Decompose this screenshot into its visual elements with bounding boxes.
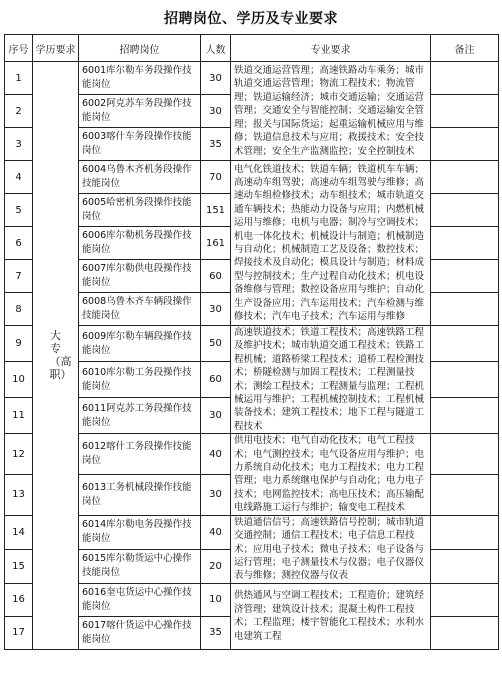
row-seq: 3 <box>5 128 33 161</box>
row-position: 6013工务机械段操作技能岗位 <box>79 474 201 515</box>
row-seq: 4 <box>5 161 33 194</box>
row-position: 6009库尔勒车辆段操作技能岗位 <box>79 326 201 362</box>
page-title: 招聘岗位、学历及专业要求 <box>164 11 338 27</box>
row-position: 6016奎屯货运中心操作技能岗位 <box>79 583 201 616</box>
education-cell <box>33 62 79 650</box>
row-count: 151 <box>201 194 231 227</box>
row-note <box>431 398 499 434</box>
row-position: 6012喀什工务段操作技能岗位 <box>79 434 201 475</box>
table-row <box>5 583 499 616</box>
table-row <box>5 326 499 362</box>
row-note <box>431 194 499 227</box>
row-count: 30 <box>201 398 231 434</box>
row-seq: 5 <box>5 194 33 227</box>
row-seq: 14 <box>5 515 33 549</box>
header-major: 专业要求 <box>231 35 431 62</box>
row-seq: 17 <box>5 616 33 649</box>
table-row <box>5 434 499 475</box>
row-note <box>431 260 499 293</box>
header-education: 学历要求 <box>33 35 79 62</box>
row-count: 60 <box>201 260 231 293</box>
row-count: 50 <box>201 326 231 362</box>
row-seq: 7 <box>5 260 33 293</box>
row-position: 6002阿克苏车务段操作技能岗位 <box>79 95 201 128</box>
row-seq: 16 <box>5 583 33 616</box>
header-note: 备注 <box>431 35 499 62</box>
row-note <box>431 293 499 326</box>
row-note <box>431 227 499 260</box>
row-count: 35 <box>201 128 231 161</box>
row-note <box>431 616 499 649</box>
row-position: 6001库尔勒车务段操作技能岗位 <box>79 62 201 95</box>
row-position: 6015库尔勒货运中心操作技能岗位 <box>79 549 201 583</box>
major-requirement: 供用电技术；电气自动化技术；电气工程技术；电气测控技术；电气设备应用与维护；电力系统自动化技术；电力工程技术；电力工程管理；电力系统继电保护与自动化；电力电子技术；电网监控技术；高电压技术；高压输配电线路施工运行与维护；输变电工程技术 <box>231 434 431 515</box>
row-position: 6008乌鲁木齐车辆段操作技能岗位 <box>79 293 201 326</box>
education-value: 大专（高职） <box>49 328 72 381</box>
row-seq: 8 <box>5 293 33 326</box>
table-row <box>5 515 499 549</box>
major-requirement: 铁道交通运营管理；高速铁路动车乘务；城市轨道交通运营管理；物流工程技术；物流管理；铁道运输经济；城市交通运输；交通运营管理；交通安全与智能控制；交通运输安全管理；报关与国际货运；起重运输机械应用与维修；铁道信息技术与应用；救援技术；安全技术管理；安全生产监测监控；安全控制技术 <box>231 62 431 161</box>
header-count: 人数 <box>201 35 231 62</box>
row-seq: 11 <box>5 398 33 434</box>
row-note <box>431 583 499 616</box>
major-requirement: 高速铁道技术；铁道工程技术；高速铁路工程及维护技术；城市轨道交通工程技术；铁路工程机械；道路桥梁工程技术；道桥工程检测技术；桥隧检测与加固工程技术；工程测量技术；测绘工程技术；工程测量与监理；工程机械运用与维护；工程机械控制技术；工程机械装备技术；建筑工程技术；地下工程与隧道工程技术 <box>231 326 431 434</box>
row-count: 40 <box>201 515 231 549</box>
header-seq: 序号 <box>5 35 33 62</box>
row-seq: 10 <box>5 362 33 398</box>
row-count: 30 <box>201 474 231 515</box>
row-seq: 13 <box>5 474 33 515</box>
major-requirement: 电气化铁道技术；铁道车辆；铁道机车车辆；高速动车组驾驶；高速动车组驾驶与维修；高速动车组检修技术；动车组技术；城市轨道交通车辆技术；热能动力设备与应用；内燃机械运用与维修；电机与电器；制冷与空调技术；机电一体化技术；机械设计与制造；机械制造与自动化；机械制造工艺及设备；数控技术；焊接技术及自动化；模具设计与制造；材料成型与控制技术；生产过程自动化技术；机电设备维修与管理；数控设备应用与维护；自动化生产设备应用；汽车运用技术；汽车检测与维修技术；汽车电子技术；汽车运用与维修 <box>231 161 431 326</box>
row-seq: 2 <box>5 95 33 128</box>
recruitment-table <box>4 34 499 650</box>
row-note <box>431 128 499 161</box>
header-position: 招聘岗位 <box>79 35 201 62</box>
row-position: 6011阿克苏工务段操作技能岗位 <box>79 398 201 434</box>
row-position: 6005哈密机务段操作技能岗位 <box>79 194 201 227</box>
row-count: 30 <box>201 62 231 95</box>
table-row <box>5 62 499 95</box>
row-note <box>431 515 499 549</box>
row-note <box>431 474 499 515</box>
row-count: 30 <box>201 95 231 128</box>
row-seq: 15 <box>5 549 33 583</box>
major-requirement: 铁道通信信号；高速铁路信号控制；城市轨道交通控制；通信工程技术；电子信息工程技术；应用电子技术；微电子技术；电子设备与运行管理；电子测量技术与仪器；电子仪器仪表与维修；测控仪器与仪表 <box>231 515 431 583</box>
row-position: 6004乌鲁木齐机务段操作技能岗位 <box>79 161 201 194</box>
table-body <box>5 62 499 650</box>
row-seq: 6 <box>5 227 33 260</box>
row-count: 60 <box>201 362 231 398</box>
row-note <box>431 326 499 362</box>
row-position: 6003喀什车务段操作技能岗位 <box>79 128 201 161</box>
table-row <box>5 161 499 194</box>
row-count: 10 <box>201 583 231 616</box>
row-note <box>431 362 499 398</box>
row-seq: 9 <box>5 326 33 362</box>
row-count: 35 <box>201 616 231 649</box>
row-count: 161 <box>201 227 231 260</box>
major-requirement: 供热通风与空调工程技术；工程造价；建筑经济管理；建筑设计技术；混凝土构件工程技术；工程监理；楼宇智能化工程技术；水利水电建筑工程 <box>231 583 431 649</box>
row-position: 6007库尔勒供电段操作技能岗位 <box>79 260 201 293</box>
row-note <box>431 161 499 194</box>
row-note <box>431 434 499 475</box>
row-note <box>431 549 499 583</box>
row-note <box>431 95 499 128</box>
row-note <box>431 62 499 95</box>
row-count: 30 <box>201 293 231 326</box>
row-position: 6010库尔勒工务段操作技能岗位 <box>79 362 201 398</box>
table-header-row <box>5 35 499 62</box>
row-position: 6014库尔勒电务段操作技能岗位 <box>79 515 201 549</box>
row-count: 70 <box>201 161 231 194</box>
row-count: 40 <box>201 434 231 475</box>
row-position: 6006库尔勒机务段操作技能岗位 <box>79 227 201 260</box>
row-seq: 12 <box>5 434 33 475</box>
row-count: 20 <box>201 549 231 583</box>
row-position: 6017喀什货运中心操作技能岗位 <box>79 616 201 649</box>
row-seq: 1 <box>5 62 33 95</box>
